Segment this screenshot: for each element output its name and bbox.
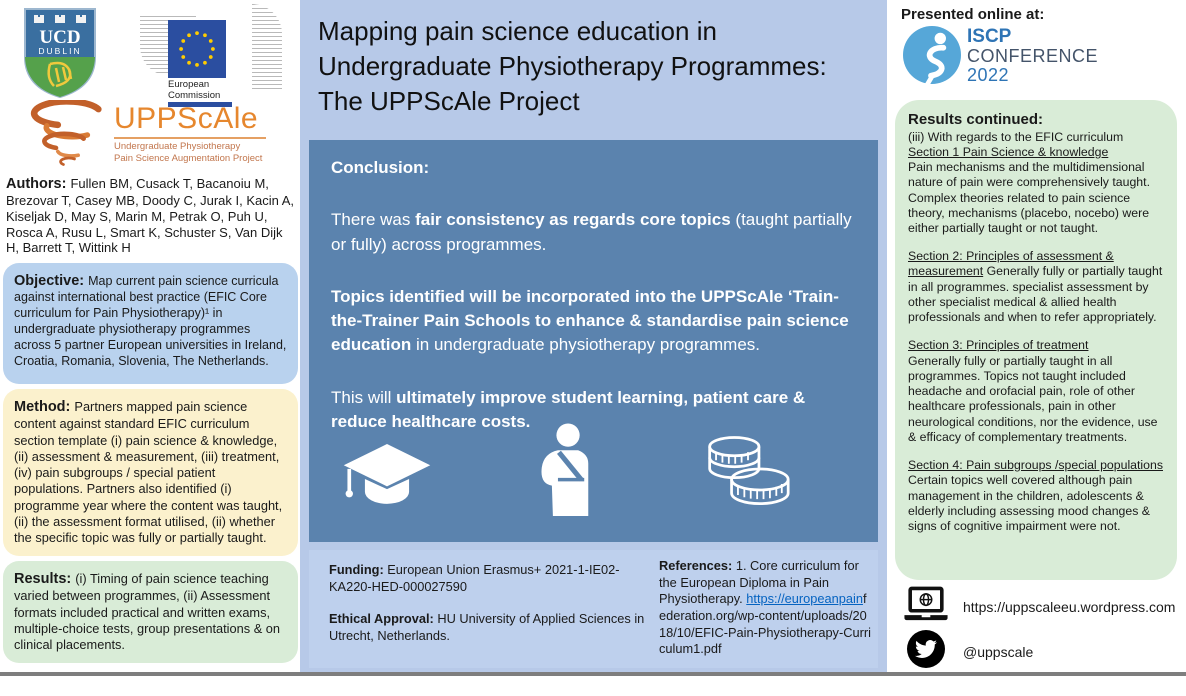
conclusion-paragraph-1: There was fair consistency as regards core topics (taught partially or fully) across programmes. (331, 210, 852, 254)
eu-flag-icon (168, 20, 226, 78)
section4-heading: Section 4: Pain subgroups /special populations (908, 458, 1163, 473)
section2-heading: Section 2: Principles of assessment & measurement (908, 249, 1114, 279)
poster-title: Mapping pain science education in Undergraduate Physiotherapy Programmes: The UPPScAle Project (318, 16, 827, 117)
iscp-conference: CONFERENCE (967, 45, 1099, 66)
section1-body: Pain mechanisms and the multidimensional nature of pain were comprehensively taught. Complex theories related to pain science theory, mechanisms (placebo, nocebo) were either partially taught or not taught. (908, 160, 1150, 235)
ucd-city: DUBLIN (38, 46, 82, 56)
website-url: https://uppscaleeu.wordpress.com (963, 599, 1176, 615)
uppscale-logo (18, 100, 286, 172)
conclusion-paragraph-2: Topics identified will be incorporated into the UPPScAle ‘Train-the-Trainer Pain Schools to enhance & standardise pain science education in undergraduate physiotherapy programmes. (331, 286, 849, 355)
twitter-handle: @uppscale (963, 644, 1034, 660)
iscp-logo-text (967, 27, 1098, 85)
uppscale-name: UPPScAle (114, 102, 259, 135)
section3-body: Generally fully or partially taught in all programmes. Topics not taught included headache and orofacial pain, role of other healthcare professionals, pain in other neurological conditions, nor the evidence, use & efficacy of complementary treatments. (908, 353, 1158, 444)
uppscale-spiral-icon (26, 100, 110, 170)
eu-lines-right (252, 4, 282, 90)
results-continued-intro: (iii) With regards to the EFIC curriculum (908, 129, 1124, 144)
iscp-logo (903, 26, 961, 84)
uppscale-subtitle-1: Undergraduate Physiotherapy (114, 141, 241, 152)
section2-body: Generally fully or partially taught in all programmes. specialist assessment by other specialist medical & allied health professionals and when to refer appropriately. (908, 264, 1163, 325)
results-text: (i) Timing of pain science teaching varied between programmes, (ii) Assessment formats included practical and written exams, multiple-choice tests, group presentations & on clinical placements. (14, 571, 281, 653)
funding-references-box (309, 550, 878, 668)
objective-text: Map current pain science curricula against international best practice (EFIC Core curriculum for Pain Physiotherapy)¹ in undergraduate physiotherapy programmes across 5 partner European universities in Ireland, Croatia, Romania, Slovenia, The Netherlands. (14, 274, 287, 368)
section3-heading: Section 3: Principles of treatment (908, 338, 1089, 353)
method-label: Method: (14, 399, 75, 415)
presented-online-label: Presented online at: (901, 6, 1045, 23)
results-box (3, 561, 298, 663)
european-commission-logo (140, 4, 282, 106)
section2-block (908, 249, 1164, 325)
iscp-runner-icon (903, 26, 961, 84)
uppscale-divider (114, 137, 266, 139)
graduation-cap-icon (341, 440, 433, 518)
funding-line: Funding: European Union Erasmus+ 2021-1-IE02-KA220-HED-000027590 (329, 562, 620, 594)
objective-box (3, 263, 298, 384)
eu-label: European Commission (168, 79, 221, 101)
patient-arm-sling-icon (527, 422, 599, 518)
ethical-approval-line: Ethical Approval: HU University of Applied Sciences in Utrecht, Netherlands. (329, 611, 645, 643)
iscp-name: ISCP (967, 26, 1012, 47)
results-label: Results: (14, 571, 76, 587)
right-column (887, 0, 1186, 673)
method-text: Partners mapped pain science content against standard EFIC curriculum section template (i) pain science & knowledge, (ii) assessment & measurement, (iii) treatment, (iv) pain subgroups / special patient populations. Partners also identified (i) programme year where the content was taught, (ii) the assessment format utilised, (ii) whether the specific topic was fully or partially taught. (14, 399, 283, 546)
ucd-acronym: UCD (39, 27, 81, 48)
ucd-crest-logo (22, 6, 98, 100)
efic-curriculum-link[interactable]: https://europeanpain (746, 591, 863, 607)
twitter-icon (907, 630, 945, 668)
results-continued-heading: Results continued: (908, 111, 1044, 128)
left-column (0, 0, 300, 673)
method-box (3, 389, 298, 556)
coins-icon (697, 432, 799, 516)
references-block: References: 1. Core curriculum for the European Diploma in Pain Physiotherapy. https://europeanpainfederation.org/wp-content/uploads/2018/10/EFIC-Pain-Physiotherapy-Curriculum1.pdf (659, 558, 871, 657)
funding-block (329, 562, 649, 645)
authors-block (6, 176, 298, 256)
laptop-globe-icon (903, 586, 949, 624)
authors-label: Authors: (6, 176, 71, 192)
iscp-year: 2022 (967, 64, 1010, 85)
uppscale-subtitle-2: Pain Science Augmentation Project (114, 152, 263, 164)
section4-body: Certain topics well covered although pain management in the children, adolescents & elderly including assessing mood changes & signs of cognitive impairment were not. (908, 473, 1150, 533)
results-continued-box (895, 100, 1177, 580)
conclusion-box (309, 140, 878, 542)
conclusion-paragraph-3: This will ultimately improve student learning, patient care & reduce healthcare costs. (331, 387, 806, 432)
objective-label: Objective: (14, 273, 89, 289)
bottom-rule (0, 672, 1186, 676)
conclusion-heading: Conclusion: (331, 158, 430, 177)
authors-text: Fullen BM, Cusack T, Bacanoiu M, Brezovar T, Casey MB, Doody C, Jurak I, Kacin A, Kiseljak D, May S, Marin M, Petrak O, Puh U, Rosca A, Rusu L, Smart K, Schuster S, Van Dijk H, Barrett T, Wittink H (6, 176, 295, 256)
section1-heading: Section 1 Pain Science & knowledge (908, 144, 1109, 159)
middle-column (300, 0, 887, 673)
